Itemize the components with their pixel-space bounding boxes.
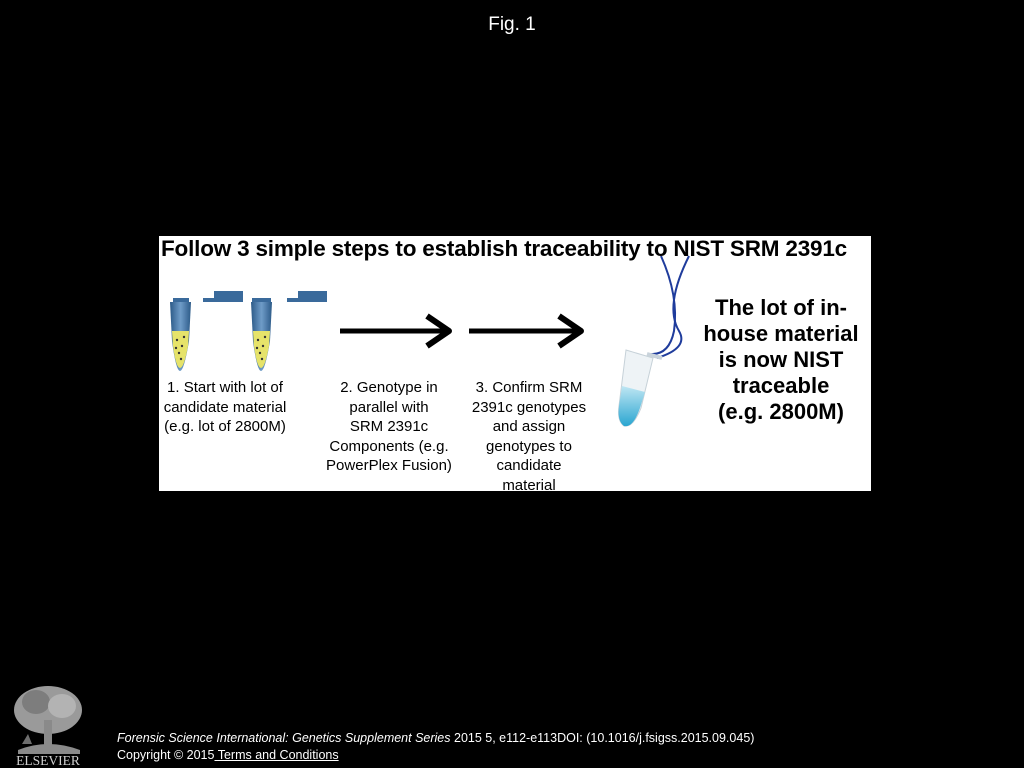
traceability-diagram bbox=[159, 236, 871, 491]
step-3-text bbox=[457, 378, 601, 491]
step-1-text bbox=[159, 378, 295, 437]
step-3-line: material bbox=[502, 476, 556, 491]
step-3-line: 3. Confirm SRM bbox=[475, 379, 583, 396]
result-line: The lot of in- bbox=[715, 295, 847, 320]
step-1-line: (e.g. lot of 2800M) bbox=[164, 418, 286, 436]
journal-name: Forensic Science International: Genetics Supplement Series bbox=[117, 731, 451, 745]
step-3-line: genotypes to bbox=[486, 437, 572, 455]
step-3-line: and assign bbox=[492, 418, 566, 436]
step-1-line: candidate material bbox=[163, 398, 287, 416]
copyright-line bbox=[117, 748, 339, 762]
result-text bbox=[691, 295, 871, 425]
step-1-line: 1. Start with lot of bbox=[167, 379, 283, 396]
figure-title: Fig. 1 bbox=[488, 14, 536, 35]
traceable-tube-icon bbox=[619, 256, 689, 426]
citation-details: 2015 5, e112-e113DOI: (10.1016/j.fsigss.2015.09.045) bbox=[450, 731, 755, 745]
step-2-line: SRM 2391c bbox=[349, 418, 429, 436]
step-2-text bbox=[314, 378, 464, 476]
citation bbox=[117, 731, 754, 745]
step-2-line: PowerPlex Fusion) bbox=[326, 457, 452, 475]
sample-tube-icon bbox=[170, 291, 243, 371]
arrow-right-icon bbox=[340, 316, 449, 346]
step-2-line: Components (e.g. bbox=[329, 437, 449, 455]
diagram-heading: Follow 3 simple steps to establish traceability to NIST SRM 2391c bbox=[161, 236, 847, 261]
elsevier-logo bbox=[8, 680, 88, 768]
copyright-text: Copyright © 2015 bbox=[117, 748, 215, 762]
step-2-line: parallel with bbox=[349, 398, 429, 416]
sample-tube-icon bbox=[251, 291, 327, 371]
step-2-line: 2. Genotype in bbox=[340, 379, 438, 396]
step-3-line: 2391c genotypes bbox=[471, 398, 587, 416]
result-line: (e.g. 2800M) bbox=[718, 399, 844, 424]
result-line: traceable bbox=[732, 373, 830, 398]
terms-and-conditions-link[interactable]: Terms and Conditions bbox=[214, 748, 339, 762]
svg-text:ELSEVIER: ELSEVIER bbox=[16, 753, 80, 768]
result-line: is now NIST bbox=[718, 347, 844, 372]
arrow-right-icon bbox=[469, 316, 581, 346]
step-3-line: candidate bbox=[496, 457, 562, 475]
result-line: house material bbox=[703, 321, 859, 346]
